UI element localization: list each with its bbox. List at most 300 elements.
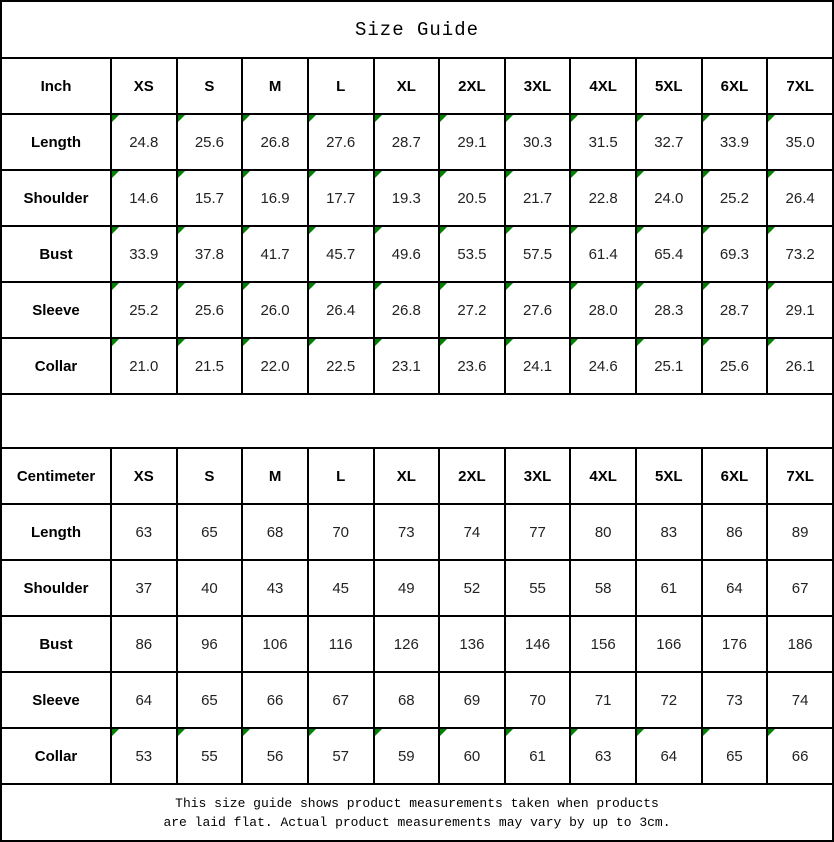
cell-corner-marker-icon: [637, 729, 644, 736]
measure-row-header: Collar: [1, 338, 111, 394]
size-value: 20.5: [457, 189, 487, 207]
measure-row-header: Shoulder: [1, 170, 111, 226]
size-value-cell: [439, 226, 505, 282]
size-value-cell: [767, 282, 833, 338]
cell-corner-marker-icon: [309, 283, 316, 290]
size-value-cell: [111, 672, 177, 728]
size-col-header: L: [308, 58, 374, 114]
cell-corner-marker-icon: [309, 171, 316, 178]
size-value-cell: [111, 282, 177, 338]
size-value-cell: [111, 504, 177, 560]
size-value-cell: [374, 560, 440, 616]
size-value-cell: [636, 226, 702, 282]
size-value-cell: [570, 170, 636, 226]
size-value: 66: [266, 691, 284, 709]
size-value-cell: [636, 560, 702, 616]
size-col-header: 2XL: [439, 448, 505, 504]
size-value: 65: [726, 747, 743, 765]
size-value-cell: [767, 504, 833, 560]
size-value: 67: [791, 579, 809, 597]
size-value-cell: [505, 560, 571, 616]
size-value: 55: [201, 747, 218, 765]
size-value: 70: [529, 691, 546, 709]
size-value-cell: [702, 728, 768, 784]
size-value-cell: [505, 282, 571, 338]
table-row: [1, 114, 833, 170]
size-value-cell: [177, 114, 243, 170]
size-col-header: 3XL: [505, 58, 571, 114]
size-value: 64: [135, 691, 153, 709]
size-value: 27.6: [522, 301, 553, 319]
size-value: 37: [135, 579, 153, 597]
size-value: 83: [660, 523, 678, 541]
size-value-cell: [767, 226, 833, 282]
size-value-cell: [636, 672, 702, 728]
cell-corner-marker-icon: [375, 115, 382, 122]
size-col-header: 5XL: [636, 58, 702, 114]
size-value: 60: [463, 747, 481, 765]
size-value-cell: [177, 672, 243, 728]
size-value-cell: [439, 338, 505, 394]
footer-note-line2: are laid flat. Actual product measurements may vary by up to 3cm.: [163, 814, 671, 830]
size-value-cell: [636, 338, 702, 394]
size-value: 136: [459, 635, 485, 653]
size-value: 74: [791, 691, 809, 709]
cell-corner-marker-icon: [440, 115, 447, 122]
measure-row-header: Bust: [1, 616, 111, 672]
cell-corner-marker-icon: [243, 339, 250, 346]
cell-corner-marker-icon: [309, 729, 316, 736]
size-value: 35.0: [785, 133, 815, 151]
cell-corner-marker-icon: [637, 171, 644, 178]
size-value: 116: [328, 635, 353, 653]
size-value-cell: [111, 338, 177, 394]
cell-corner-marker-icon: [506, 115, 513, 122]
size-col-header: M: [242, 58, 308, 114]
size-value: 24.0: [654, 189, 684, 207]
size-value-cell: [111, 728, 177, 784]
size-value: 14.6: [129, 189, 159, 207]
size-value: 27.6: [326, 133, 356, 151]
cell-corner-marker-icon: [703, 339, 710, 346]
measure-row-header: Length: [1, 114, 111, 170]
size-value: 74: [463, 523, 481, 541]
size-value-cell: [308, 282, 374, 338]
cell-corner-marker-icon: [309, 115, 316, 122]
size-value-cell: [439, 672, 505, 728]
size-value-cell: [702, 560, 768, 616]
size-value-cell: [177, 170, 243, 226]
size-value-cell: [242, 672, 308, 728]
size-value: 22.5: [326, 357, 356, 375]
table-row: [1, 560, 833, 616]
cell-corner-marker-icon: [768, 171, 775, 178]
size-value: 24.1: [522, 357, 553, 375]
cell-corner-marker-icon: [112, 227, 119, 234]
cell-corner-marker-icon: [571, 729, 578, 736]
cell-corner-marker-icon: [703, 115, 710, 122]
size-value-cell: [177, 282, 243, 338]
size-value-cell: [308, 170, 374, 226]
size-value: 26.4: [785, 189, 815, 207]
size-value: 30.3: [522, 133, 553, 151]
size-value-cell: [570, 560, 636, 616]
page-title: Size Guide: [0, 0, 834, 57]
size-value: 77: [529, 523, 546, 541]
size-value: 28.7: [391, 133, 421, 151]
size-value: 26.8: [391, 301, 421, 319]
cell-corner-marker-icon: [506, 171, 513, 178]
size-value-cell: [111, 226, 177, 282]
measure-row-header: Bust: [1, 226, 111, 282]
size-value-cell: [570, 504, 636, 560]
size-value-cell: [111, 170, 177, 226]
size-value: 73.2: [785, 245, 815, 263]
size-value-cell: [767, 616, 833, 672]
size-value-cell: [308, 728, 374, 784]
size-col-header: 2XL: [439, 58, 505, 114]
size-value-cell: [242, 170, 308, 226]
size-value: 22.8: [588, 189, 618, 207]
size-value-cell: [242, 226, 308, 282]
table-row: [1, 226, 833, 282]
size-value-cell: [636, 282, 702, 338]
size-value-cell: [505, 114, 571, 170]
size-value-cell: [374, 170, 440, 226]
table-row: [1, 672, 833, 728]
size-value: 52: [463, 579, 481, 597]
size-value: 166: [656, 635, 682, 653]
size-col-header: XS: [111, 58, 177, 114]
size-value-cell: [111, 616, 177, 672]
cell-corner-marker-icon: [440, 227, 447, 234]
size-value-cell: [767, 560, 833, 616]
size-value: 71: [594, 691, 612, 709]
size-value: 29.1: [457, 133, 487, 151]
cell-corner-marker-icon: [571, 171, 578, 178]
size-value-cell: [636, 504, 702, 560]
inch-unit-header: Inch: [1, 58, 111, 114]
size-value: 45: [332, 579, 350, 597]
size-value: 68: [397, 691, 415, 709]
size-value: 21.0: [129, 357, 159, 375]
cell-corner-marker-icon: [703, 283, 710, 290]
cell-corner-marker-icon: [571, 227, 578, 234]
size-value-cell: [505, 728, 571, 784]
footer-note: [0, 785, 834, 842]
size-col-header: S: [177, 448, 243, 504]
size-value: 63: [594, 747, 612, 765]
cell-corner-marker-icon: [768, 283, 775, 290]
size-value-cell: [439, 282, 505, 338]
size-value: 59: [397, 747, 415, 765]
cell-corner-marker-icon: [375, 283, 382, 290]
size-value-cell: [570, 226, 636, 282]
size-value-cell: [308, 114, 374, 170]
table-row: [1, 170, 833, 226]
cell-corner-marker-icon: [637, 339, 644, 346]
size-col-header: S: [177, 58, 243, 114]
size-value-cell: [767, 338, 833, 394]
size-col-header: XL: [374, 58, 440, 114]
size-value-cell: [570, 616, 636, 672]
footer-note-line1: This size guide shows product measurements taken when products: [175, 795, 659, 811]
size-col-header: 5XL: [636, 448, 702, 504]
size-value: 37.8: [194, 245, 225, 263]
cell-corner-marker-icon: [440, 171, 447, 178]
cm-unit-header: Centimeter: [1, 448, 111, 504]
size-value-cell: [570, 672, 636, 728]
cell-corner-marker-icon: [703, 729, 710, 736]
size-value: 65.4: [654, 245, 684, 263]
cell-corner-marker-icon: [703, 227, 710, 234]
size-value: 73: [726, 691, 743, 709]
cell-corner-marker-icon: [112, 283, 119, 290]
size-value-cell: [242, 114, 308, 170]
size-value: 25.6: [194, 301, 225, 319]
size-value-cell: [374, 282, 440, 338]
size-value-cell: [439, 560, 505, 616]
size-value: 96: [201, 635, 218, 653]
cell-corner-marker-icon: [112, 115, 119, 122]
size-value-cell: [702, 226, 768, 282]
size-value: 29.1: [785, 301, 815, 319]
size-value: 28.0: [588, 301, 618, 319]
cell-corner-marker-icon: [506, 729, 513, 736]
size-value: 66: [791, 747, 809, 765]
size-value-cell: [505, 338, 571, 394]
size-value-cell: [111, 114, 177, 170]
size-col-header: 7XL: [767, 448, 833, 504]
table-row: [1, 728, 833, 784]
table-row: [1, 338, 833, 394]
cell-corner-marker-icon: [440, 339, 447, 346]
size-value-cell: [702, 338, 768, 394]
cell-corner-marker-icon: [178, 339, 185, 346]
size-value-cell: [439, 114, 505, 170]
size-value-cell: [308, 560, 374, 616]
size-value: 80: [594, 523, 612, 541]
size-value-cell: [308, 338, 374, 394]
size-value: 146: [525, 635, 551, 653]
size-value: 21.5: [194, 357, 225, 375]
size-value: 32.7: [654, 133, 684, 151]
size-value: 53: [135, 747, 153, 765]
size-col-header: XL: [374, 448, 440, 504]
size-value-cell: [570, 114, 636, 170]
cell-corner-marker-icon: [178, 283, 185, 290]
cell-corner-marker-icon: [768, 227, 775, 234]
size-value-cell: [308, 616, 374, 672]
cell-corner-marker-icon: [112, 729, 119, 736]
size-value-cell: [308, 226, 374, 282]
size-value-cell: [767, 170, 833, 226]
cell-corner-marker-icon: [112, 171, 119, 178]
size-value: 25.2: [719, 189, 750, 207]
size-col-header: 4XL: [570, 58, 636, 114]
cell-corner-marker-icon: [768, 339, 775, 346]
size-col-header: XS: [111, 448, 177, 504]
inch-size-table: [0, 57, 834, 395]
size-value: 156: [590, 635, 616, 653]
size-value-cell: [636, 170, 702, 226]
size-value: 23.1: [391, 357, 421, 375]
size-value-cell: [111, 560, 177, 616]
size-value-cell: [374, 114, 440, 170]
size-value: 19.3: [391, 189, 421, 207]
size-value: 58: [594, 579, 612, 597]
size-value: 26.1: [785, 357, 815, 375]
cell-corner-marker-icon: [571, 283, 578, 290]
size-value: 176: [721, 635, 747, 653]
size-value: 21.7: [522, 189, 553, 207]
size-value-cell: [374, 728, 440, 784]
size-value-cell: [636, 114, 702, 170]
size-value: 25.6: [719, 357, 750, 375]
cell-corner-marker-icon: [506, 283, 513, 290]
size-value-cell: [308, 672, 374, 728]
cell-corner-marker-icon: [637, 283, 644, 290]
cell-corner-marker-icon: [506, 227, 513, 234]
size-value: 15.7: [194, 189, 225, 207]
size-value: 65: [201, 523, 218, 541]
size-value-cell: [177, 560, 243, 616]
size-value-cell: [570, 338, 636, 394]
cell-corner-marker-icon: [637, 115, 644, 122]
table-row: [1, 616, 833, 672]
size-col-header: 4XL: [570, 448, 636, 504]
size-value-cell: [177, 504, 243, 560]
cell-corner-marker-icon: [309, 339, 316, 346]
size-value: 26.0: [260, 301, 290, 319]
size-value: 86: [726, 523, 743, 541]
cell-corner-marker-icon: [112, 339, 119, 346]
cell-corner-marker-icon: [309, 227, 316, 234]
size-value-cell: [374, 338, 440, 394]
size-value: 57: [332, 747, 350, 765]
measure-row-header: Sleeve: [1, 672, 111, 728]
size-value: 25.1: [654, 357, 684, 375]
size-value-cell: [767, 728, 833, 784]
size-col-header: 7XL: [767, 58, 833, 114]
size-value-cell: [439, 170, 505, 226]
size-value: 73: [397, 523, 415, 541]
size-value-cell: [242, 560, 308, 616]
size-value: 33.9: [129, 245, 159, 263]
size-value-cell: [702, 170, 768, 226]
size-value: 53.5: [457, 245, 487, 263]
size-value: 106: [262, 635, 288, 653]
size-value-cell: [177, 728, 243, 784]
size-value: 56: [266, 747, 284, 765]
size-value-cell: [242, 504, 308, 560]
cell-corner-marker-icon: [375, 339, 382, 346]
size-value-cell: [439, 728, 505, 784]
size-value-cell: [505, 616, 571, 672]
size-value: 26.8: [260, 133, 290, 151]
size-value: 69.3: [719, 245, 750, 263]
size-value: 26.4: [326, 301, 356, 319]
cell-corner-marker-icon: [178, 227, 185, 234]
size-value-cell: [505, 672, 571, 728]
cell-corner-marker-icon: [178, 115, 185, 122]
size-value: 64: [726, 579, 743, 597]
size-value: 22.0: [260, 357, 290, 375]
size-value-cell: [374, 616, 440, 672]
size-value: 69: [463, 691, 481, 709]
table-row: [1, 282, 833, 338]
cell-corner-marker-icon: [243, 171, 250, 178]
cell-corner-marker-icon: [440, 729, 447, 736]
size-value: 57.5: [522, 245, 553, 263]
size-value: 65: [201, 691, 218, 709]
size-value-cell: [636, 728, 702, 784]
measure-row-header: Length: [1, 504, 111, 560]
size-value: 33.9: [719, 133, 750, 151]
measure-row-header: Sleeve: [1, 282, 111, 338]
cell-corner-marker-icon: [768, 115, 775, 122]
size-value-cell: [570, 282, 636, 338]
size-value: 70: [332, 523, 350, 541]
size-value: 72: [660, 691, 678, 709]
size-value: 67: [332, 691, 350, 709]
size-value: 89: [791, 523, 809, 541]
size-value: 17.7: [326, 189, 356, 207]
size-value: 27.2: [457, 301, 487, 319]
cell-corner-marker-icon: [243, 115, 250, 122]
cell-corner-marker-icon: [768, 729, 775, 736]
cell-corner-marker-icon: [637, 227, 644, 234]
size-value: 43: [266, 579, 284, 597]
size-value-cell: [636, 616, 702, 672]
size-value-cell: [177, 616, 243, 672]
cell-corner-marker-icon: [375, 227, 382, 234]
cell-corner-marker-icon: [375, 729, 382, 736]
cell-corner-marker-icon: [571, 115, 578, 122]
cell-corner-marker-icon: [571, 339, 578, 346]
size-value: 24.6: [588, 357, 618, 375]
cell-corner-marker-icon: [703, 171, 710, 178]
size-value-cell: [308, 504, 374, 560]
size-value-cell: [505, 170, 571, 226]
measure-row-header: Collar: [1, 728, 111, 784]
size-value-cell: [570, 728, 636, 784]
size-value: 61: [660, 579, 678, 597]
size-value: 28.7: [719, 301, 750, 319]
size-col-header: 6XL: [702, 448, 768, 504]
measure-row-header: Shoulder: [1, 560, 111, 616]
size-col-header: 3XL: [505, 448, 571, 504]
cell-corner-marker-icon: [178, 171, 185, 178]
size-value-cell: [242, 282, 308, 338]
size-col-header: 6XL: [702, 58, 768, 114]
size-value-cell: [702, 114, 768, 170]
size-value-cell: [505, 226, 571, 282]
size-value: 186: [787, 635, 813, 653]
cell-corner-marker-icon: [243, 283, 250, 290]
size-value-cell: [767, 114, 833, 170]
size-value-cell: [177, 226, 243, 282]
size-value-cell: [374, 672, 440, 728]
size-value: 25.2: [129, 301, 159, 319]
cell-corner-marker-icon: [440, 283, 447, 290]
size-value-cell: [439, 616, 505, 672]
size-value-cell: [702, 282, 768, 338]
size-value-cell: [505, 504, 571, 560]
size-value: 25.6: [194, 133, 225, 151]
size-value: 63: [135, 523, 153, 541]
size-value: 86: [135, 635, 153, 653]
